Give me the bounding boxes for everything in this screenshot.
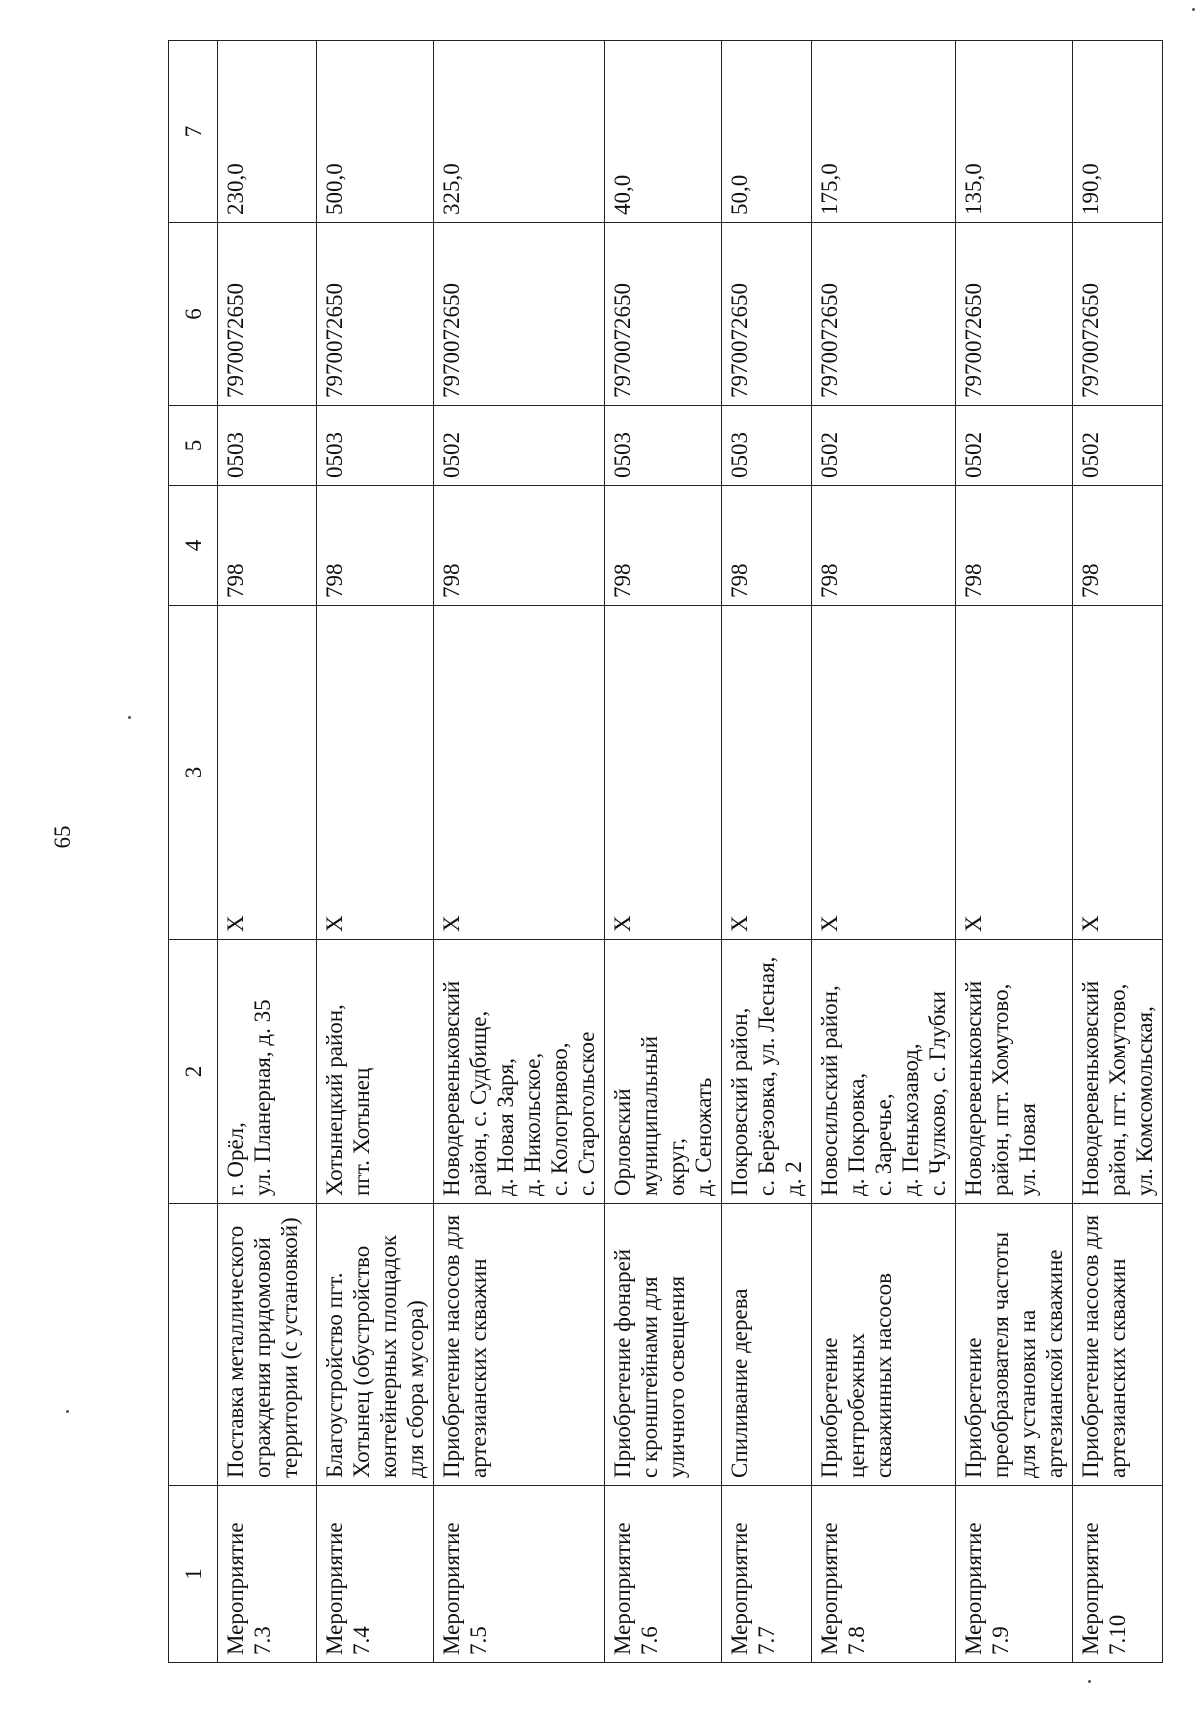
row-code6-cell: 7970072650 xyxy=(605,223,722,406)
row-code6-cell: 7970072650 xyxy=(434,223,605,406)
row-mark-cell: Х xyxy=(218,606,317,940)
row-code4-cell: 798 xyxy=(722,486,812,606)
row-mark-cell: Х xyxy=(812,606,956,940)
row-code6-cell: 7970072650 xyxy=(956,223,1073,406)
scan-speck xyxy=(1088,1680,1091,1683)
row-amount-cell: 50,0 xyxy=(722,41,812,223)
row-mark-cell: Х xyxy=(956,606,1073,940)
scan-speck xyxy=(128,716,131,719)
row-code4-cell: 798 xyxy=(218,486,317,606)
row-code5-cell: 0502 xyxy=(434,406,605,486)
column-header-6: 6 xyxy=(169,223,218,406)
row-id-cell: Мероприятие 7.8 xyxy=(812,1486,956,1663)
table-row xyxy=(218,41,317,1663)
table-row xyxy=(434,41,605,1663)
column-header-7: 7 xyxy=(169,41,218,223)
row-code6-cell: 7970072650 xyxy=(218,223,317,406)
row-amount-cell: 135,0 xyxy=(956,41,1073,223)
table-rotation-frame xyxy=(168,41,1157,1663)
row-amount-cell: 40,0 xyxy=(605,41,722,223)
row-mark-cell: Х xyxy=(605,606,722,940)
row-code4-cell: 798 xyxy=(317,486,434,606)
row-code4-cell: 798 xyxy=(812,486,956,606)
row-id-cell: Мероприятие 7.7 xyxy=(722,1486,812,1663)
row-code5-cell: 0503 xyxy=(722,406,812,486)
row-code5-cell: 0503 xyxy=(218,406,317,486)
row-code5-cell: 0502 xyxy=(956,406,1073,486)
row-name-cell: Поставка металлического ограждения придомовой территории (с установкой) xyxy=(218,1204,317,1486)
scan-speck xyxy=(66,1410,69,1413)
table-row xyxy=(956,41,1073,1663)
row-code5-cell: 0502 xyxy=(1073,406,1163,486)
row-name-cell: Приобретение насосов для артезианских скважин xyxy=(1073,1204,1163,1486)
row-code6-cell: 7970072650 xyxy=(812,223,956,406)
row-name-cell: Благоустройство пгт. Хотынец (обустройство контейнерных площадок для сбора мусора) xyxy=(317,1204,434,1486)
row-name-cell: Приобретение фонарей с кронштейнами для уличного освещения xyxy=(605,1204,722,1486)
row-mark-cell: Х xyxy=(434,606,605,940)
row-amount-cell: 175,0 xyxy=(812,41,956,223)
row-name-cell: Спиливание дерева xyxy=(722,1204,812,1486)
row-amount-cell: 230,0 xyxy=(218,41,317,223)
row-location-cell: Покровский район, с. Берёзовка, ул. Лесная, д. 2 xyxy=(722,940,812,1204)
row-code6-cell: 7970072650 xyxy=(1073,223,1163,406)
table-container xyxy=(168,41,1157,1663)
row-amount-cell: 325,0 xyxy=(434,41,605,223)
table-row xyxy=(812,41,956,1663)
row-id-cell: Мероприятие 7.3 xyxy=(218,1486,317,1663)
column-header-2: 2 xyxy=(169,940,218,1204)
row-location-cell: Орловский муниципальный округ, д. Сеножать xyxy=(605,940,722,1204)
row-code4-cell: 798 xyxy=(434,486,605,606)
table-row xyxy=(1073,41,1163,1663)
row-location-cell: Новосильский район, д. Покровка, с. Заречье, д. Пенькозавод, с. Чулково, с. Глубки xyxy=(812,940,956,1204)
table-row xyxy=(722,41,812,1663)
row-location-cell: г. Орёл, ул. Планерная, д. 35 xyxy=(218,940,317,1204)
row-id-cell: Мероприятие 7.9 xyxy=(956,1486,1073,1663)
row-code4-cell: 798 xyxy=(1073,486,1163,606)
row-name-cell: Приобретение насосов для артезианских скважин xyxy=(434,1204,605,1486)
row-id-cell: Мероприятие 7.4 xyxy=(317,1486,434,1663)
row-amount-cell: 500,0 xyxy=(317,41,434,223)
row-code6-cell: 7970072650 xyxy=(317,223,434,406)
row-location-cell: Новодеревеньковский район, с. Судбище, д. Новая Заря, д. Никольское, с. Кологривово, с. Старогольское xyxy=(434,940,605,1204)
header-row xyxy=(169,41,218,1663)
scan-speck xyxy=(1192,8,1195,11)
table-row xyxy=(605,41,722,1663)
row-id-cell: Мероприятие 7.6 xyxy=(605,1486,722,1663)
table-body xyxy=(218,41,1163,1663)
row-location-cell: Новодеревеньковский район, пгт. Хомутово, ул. Комсомольская, xyxy=(1073,940,1163,1204)
page-number: 65 xyxy=(50,825,75,849)
row-code5-cell: 0503 xyxy=(317,406,434,486)
row-id-cell: Мероприятие 7.5 xyxy=(434,1486,605,1663)
row-name-cell: Приобретение центробежных скважинных насосов xyxy=(812,1204,956,1486)
row-name-cell: Приобретение преобразователя частоты для установки на артезианской скважине xyxy=(956,1204,1073,1486)
column-header-3: 3 xyxy=(169,606,218,940)
row-code4-cell: 798 xyxy=(605,486,722,606)
row-mark-cell: Х xyxy=(1073,606,1163,940)
row-code5-cell: 0502 xyxy=(812,406,956,486)
row-id-cell: Мероприятие 7.10 xyxy=(1073,1486,1163,1663)
row-code4-cell: 798 xyxy=(956,486,1073,606)
row-mark-cell: Х xyxy=(722,606,812,940)
table-row xyxy=(317,41,434,1663)
row-amount-cell: 190,0 xyxy=(1073,41,1163,223)
column-header-1: 1 xyxy=(169,1486,218,1663)
row-code6-cell: 7970072650 xyxy=(722,223,812,406)
column-header-1-cont xyxy=(169,1204,218,1486)
row-location-cell: Хотынецкий район, пгт. Хотынец xyxy=(317,940,434,1204)
column-header-5: 5 xyxy=(169,406,218,486)
row-mark-cell: Х xyxy=(317,606,434,940)
row-code5-cell: 0503 xyxy=(605,406,722,486)
budget-table xyxy=(168,40,1163,1663)
row-location-cell: Новодеревеньковский район, пгт. Хомутово, ул. Новая xyxy=(956,940,1073,1204)
column-header-4: 4 xyxy=(169,486,218,606)
